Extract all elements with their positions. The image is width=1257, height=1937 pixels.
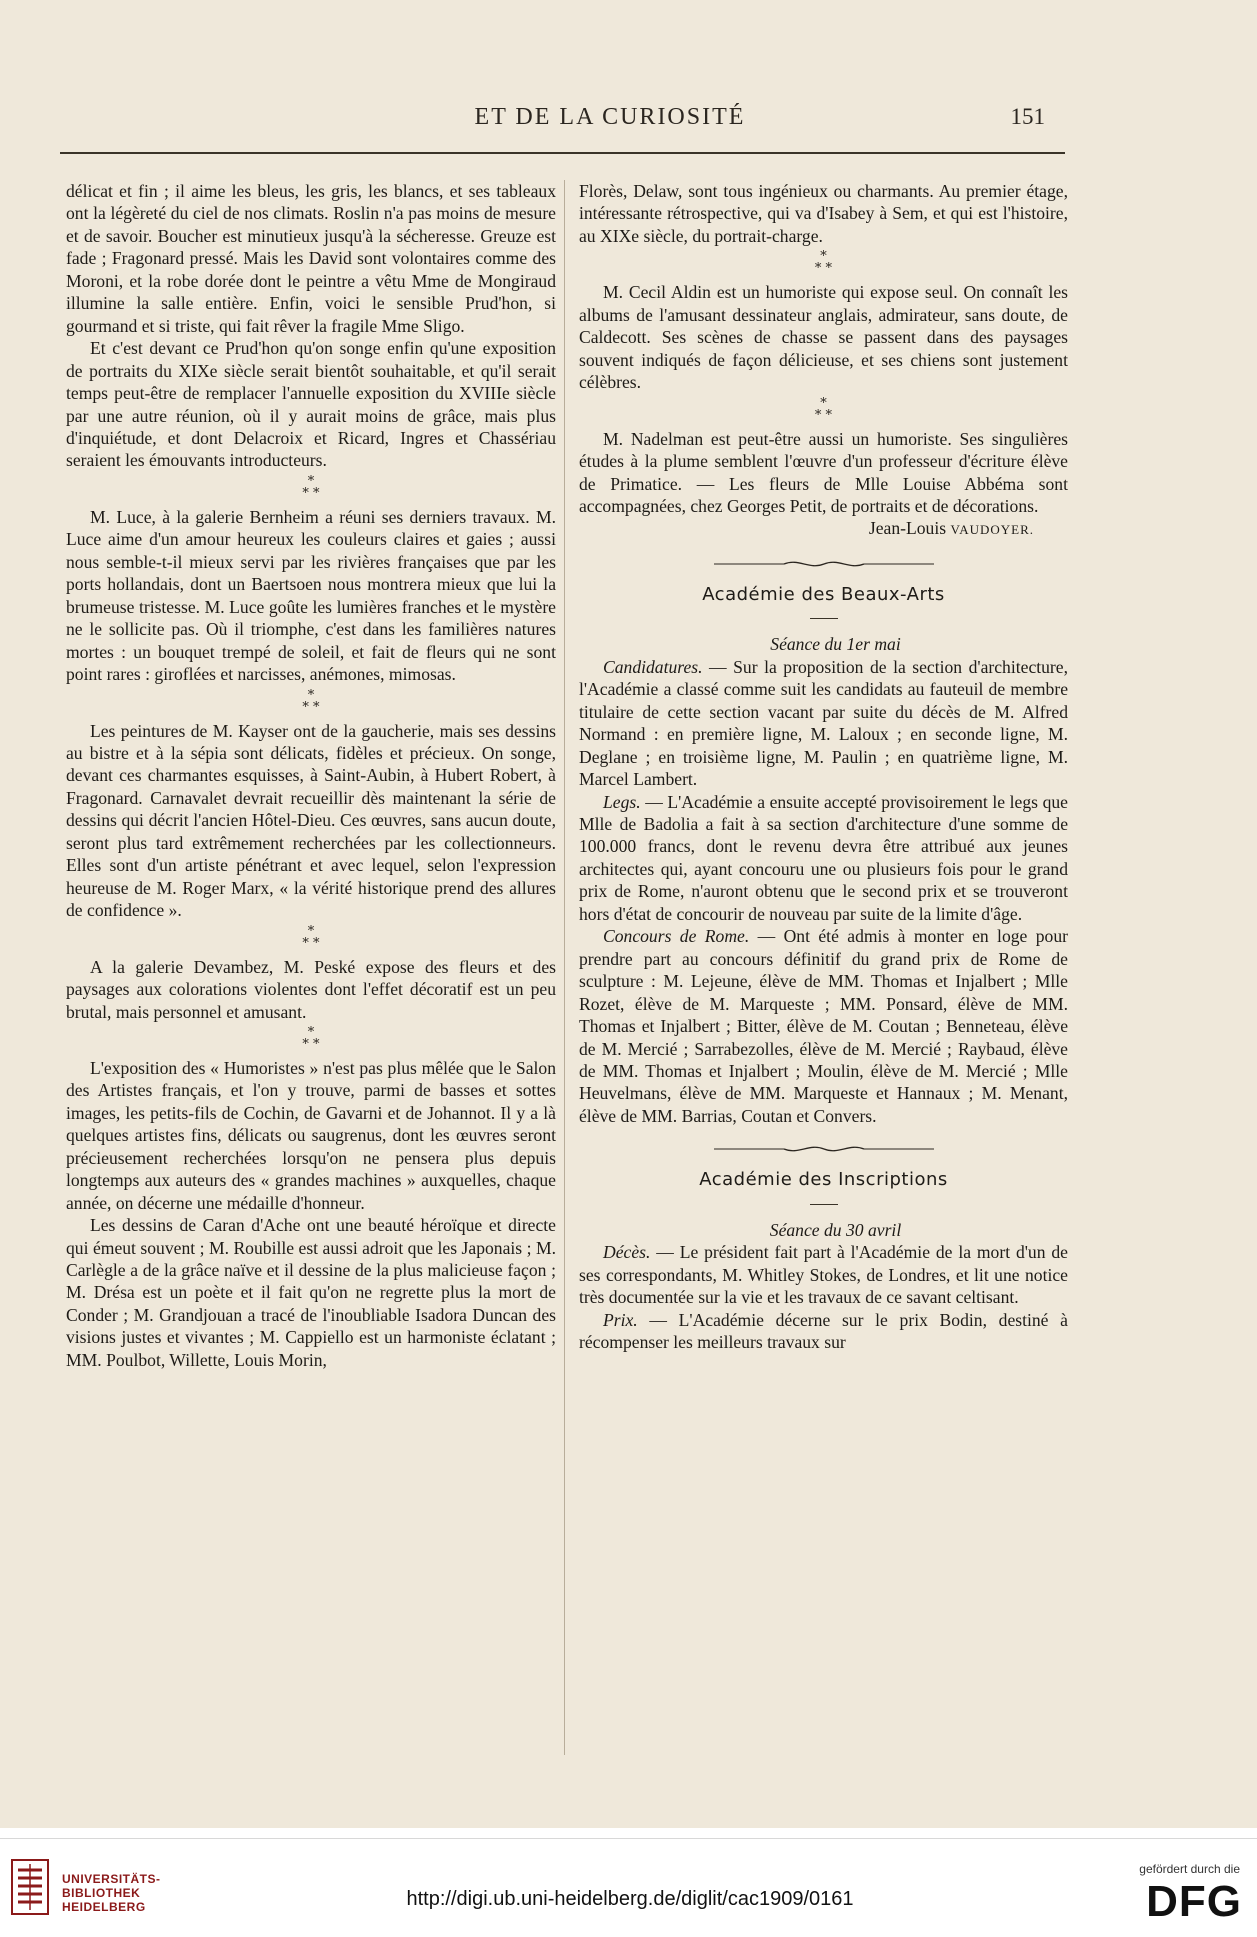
signature-surname: VAUDOYER. — [950, 522, 1034, 538]
asterism-icon: * * * — [302, 1024, 320, 1052]
entry-text: — Sur la proposition de la section d'architecture, l'Académie a classé comme suit les candidats au fauteuil de membre titulaire de cette section vacant par suite du décès de M. Alfred Normand : en première ligne, M. Laloux ; en seconde ligne, M. Deglane ; en troisième ligne, M. Paulin ; en quatrième ligne, M. Marcel Lambert. — [579, 656, 1068, 790]
asterism-icon: * * * — [302, 923, 320, 951]
entry-label: Concours de Rome. — [603, 926, 750, 947]
paragraph: L'exposition des « Humoristes » n'est pas plus mêlée que le Salon des Artistes français, et l'on y trouve, parmi de basses et sottes images, les petits-fils de Cochin, de Gavarni et de Johannot. Il y a là quelques artistes fins, délicats ou saugrenus, dont les œuvres seront précieusement recherchées lorsqu'on ne pensera plus depuis longtemps aux auteurs des « grandes machines » auxquelles, chaque année, on décerne une médaille d'honneur. — [66, 1057, 556, 1213]
source-url-link[interactable]: http://digi.ub.uni-heidelberg.de/diglit/cac1909/0161 — [406, 1888, 854, 1910]
paragraph: délicat et fin ; il aime les bleus, les gris, les blancs, et ses tableaux ont la légèreté du ciel de nos climats. Roslin n'a pas moins de mesure et de savoir. Boucher est minutieux jusqu'à la sécheresse. Greuze est fade ; Fragonard pressé. Mais les David sont volontaires comme des Moroni, et la robe dorée dont le peintre a vêtu Mme de Mongiraud illumine la salle entière. Enfin, voici le sensible Prud'hon, si gourmand et si triste, qui fait rêver la fragile Mme Sligo. — [66, 181, 556, 336]
entry-label: Décès. — [603, 1242, 651, 1263]
asterism-icon: * * * — [814, 249, 833, 277]
library-name-line: BIBLIOTHEK — [62, 1886, 141, 1900]
footer-rule — [0, 1838, 1257, 1839]
dfg-logo: DFG — [1146, 1877, 1242, 1926]
signature — [579, 517, 1068, 541]
paragraph: Florès, Delaw, sont tous ingénieux ou charmants. Au premier étage, intéressante rétrospective, qui va d'Isabey à Sem, et qui est l'histoire, au XIXe siècle, du portrait-charge. — [579, 181, 1068, 246]
entry-label: Prix. — [603, 1309, 638, 1330]
running-title: ET DE LA CURIOSITÉ — [474, 104, 746, 130]
column-divider — [564, 180, 565, 1755]
footer-bar — [0, 1828, 1257, 1937]
paragraph — [579, 656, 1068, 791]
entry-label: Legs. — [603, 791, 641, 812]
session-date: Séance du 30 avril — [769, 1219, 902, 1240]
asterism-icon: * * * — [814, 395, 833, 423]
paragraph: M. Cecil Aldin est un humoriste qui expose seul. On connaît les albums de l'amusant dessinateur anglais, admirateur, sans doute, de Caldecott. Ses scènes de chasse se passent dans des paysages souvent indiqués de façon délicieuse, et ses chiens sont justement célèbres. — [579, 282, 1068, 393]
paragraph: Et c'est devant ce Prud'hon qu'on songe enfin qu'une exposition de portraits du XIXe siècle serait bientôt souhaitable, et qu'il serait temps peut-être de remplacer l'annuelle exposition du XVIIIe siècle par une autre réunion, où il y aurait moins de grâce, mais plus d'inquiétude, et dont Delacroix et Ricard, Ingres et Chassériau seraient les émouvants introducteurs. — [66, 338, 556, 471]
section-title: Académie des Beaux-Arts — [702, 583, 945, 605]
entry-label: Candidatures. — [603, 656, 703, 677]
section-title: Académie des Inscriptions — [699, 1169, 948, 1191]
header-rule — [60, 152, 1065, 154]
entry-text: — Ont été admis à monter en loge pour prendre part au concours définitif du grand prix de Rome de sculpture : M. Lejeune, élève de MM. Thomas et Injalbert ; Mlle Rozet, élève de M. Marqueste ; MM. Ponsard, élève de MM. Thomas et Injalbert ; Bitter, élève de M. Coutan ; Benneteau, élève de M. Mercié ; Sarrabezolles, élève de M. Mercié ; Raybaud, élève de MM. Thomas et Injalbert ; Moulin, élève de M. Mercié ; Mlle Heuvelmans, élève de MM. Marqueste et Hannaux ; M. Menant, élève de MM. Barrias, Coutan et Convers. — [579, 926, 1068, 1126]
entry-text: — L'Académie décerne sur le prix Bodin, destiné à récompenser les meilleurs travaux sur — [579, 1309, 1068, 1353]
paragraph — [579, 925, 1068, 1127]
paragraph: A la galerie Devambez, M. Peské expose des fleurs et des paysages aux colorations violentes dont l'effet décoratif est un peu brutal, mais personnel et amusant. — [66, 956, 556, 1022]
asterism-icon: * * * — [302, 687, 320, 715]
paragraph — [579, 1309, 1068, 1354]
entry-text: — Le président fait part à l'Académie de la mort d'un de ses correspondants, M. Whitley Stokes, de Londres, et lit une notice très documentée sur la vie et les travaux de ce savant celtisant. — [579, 1242, 1068, 1308]
right-column — [579, 180, 1068, 1353]
session-date: Séance du 1er mai — [770, 634, 901, 655]
signature-name: Jean-Louis — [868, 518, 951, 539]
paragraph — [579, 791, 1068, 926]
ornament-divider-icon — [714, 1141, 934, 1157]
left-column — [66, 180, 556, 1371]
paragraph: M. Nadelman est peut-être aussi un humoriste. Ses singulières études à la plume semblent l'œuvre d'un professeur d'écriture élève de Primatice. — Les fleurs de Mlle Louise Abbéma sont accompagnées, chez Georges Petit, de portraits et de décorations. — [579, 428, 1068, 516]
entry-text: — L'Académie a ensuite accepté provisoirement le legs que Mlle de Badolia a fait à sa section d'architecture d'une somme de 100.000 francs, dont le revenu devra être attribué aux jeunes architectes qui, ayant concouru une ou plusieurs fois pour le grand prix de Rome, n'auront obtenu que le second prix et se trouveront hors d'état de concourir de nouveau par suite de la limite d'âge. — [579, 791, 1068, 924]
library-name-line: UNIVERSITÄTS- — [62, 1872, 161, 1886]
sponsor-label: gefördert durch die — [1139, 1862, 1240, 1876]
paragraph — [579, 1241, 1068, 1308]
university-library-logo-icon — [8, 1856, 52, 1918]
short-rule — [810, 1204, 838, 1205]
paragraph: Les dessins de Caran d'Ache ont une beauté héroïque et directe qui émeut souvent ; M. Roubille est aussi adroit que les Japonais ; M. Carlègle a de la grâce naïve et il dessine de la plus malicieuse façon ; M. Drésa est un poète et il fait qu'on ne regrette plus la mort de Conder ; M. Grandjouan a tracé de l'inoubliable Isadora Duncan des visions justes et vivantes ; M. Cappiello est un harmoniste éclatant ; MM. Poulbot, Willette, Louis Morin, — [66, 1215, 556, 1370]
library-name — [62, 1872, 161, 1914]
page-number: 151 — [1010, 104, 1045, 129]
short-rule — [810, 618, 838, 619]
paragraph: Les peintures de M. Kayser ont de la gaucherie, mais ses dessins au bistre et à la sépia sont délicats, fidèles et précieux. On songe, devant ces charmantes esquisses, à Saint-Aubin, à Hubert Robert, à Fragonard. Carnavalet devrait recueillir dès maintenant la série de dessins qui décrit l'ancien Hôtel-Dieu. Ces œuvres, sans aucun doute, seront plus tard extrêmement recherchées par les collectionneurs. Elles sont d'un artiste pénétrant et avec lequel, selon l'expression heureuse de M. Roger Marx, « la vérité historique prend des allures de confidence ». — [66, 720, 556, 921]
library-name-line: HEIDELBERG — [62, 1900, 146, 1914]
ornament-divider-icon — [714, 556, 934, 572]
asterism-icon: * * * — [302, 473, 320, 501]
paragraph: M. Luce, à la galerie Bernheim a réuni ses derniers travaux. M. Luce aime d'un amour heureux les couleurs claires et gaies ; aussi nous semble-t-il mieux servi par les rivières françaises que par les ports hollandais, dont un Baertsoen nous montrera mieux que lui la brumeuse tristesse. M. Luce goûte les lumières franches et le mystère ne le sollicite pas. Où il triomphe, c'est dans les familières natures mortes : un bouquet trempé de soleil, et fait de fleurs qui ne sont point rares : giroflées et narcisses, anémones, mimosas. — [66, 506, 556, 685]
